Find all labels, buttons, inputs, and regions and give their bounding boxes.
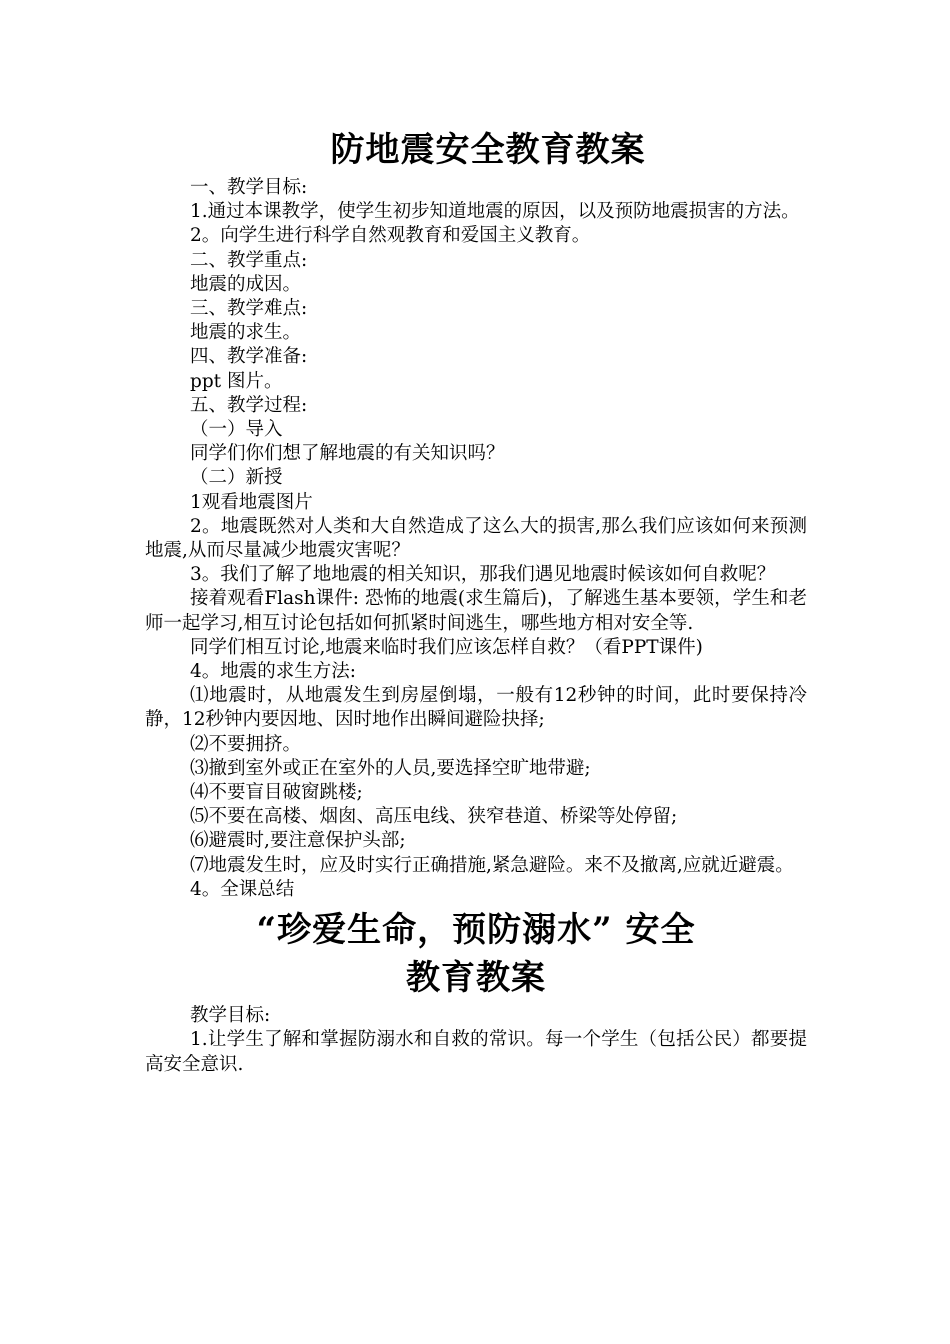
list-item: ⑶撤到室外或正在室外的人员,要选择空旷地带避;	[190, 757, 591, 779]
section-heading: 一、教学目标:	[190, 177, 308, 198]
paragraph: 2。向学生进行科学自然观教育和爱国主义教育。	[190, 225, 591, 247]
document-body	[145, 128, 807, 1077]
paragraph: 地震的成因。	[190, 273, 302, 295]
list-item: ⑴地震时，从地震发生到房屋倒塌，一般有12秒钟的时间，此时要保持冷静，12秒钟内要因地、因时地作出瞬间避险抉择;	[145, 685, 807, 731]
paragraph: 1观看地震图片	[190, 491, 313, 513]
list-item: ⑷不要盲目破窗跳楼;	[190, 782, 363, 804]
paragraph: 2。地震既然对人类和大自然造成了这么大的损害,那么我们应该如何来预测地震,从而尽量减少地震灾害呢？	[145, 515, 807, 562]
doc-title-drowning-line1: “珍爱生命，预防溺水” 安全	[256, 910, 696, 951]
paragraph: 4。全课总结	[190, 878, 295, 900]
section-heading: 五、教学过程:	[190, 394, 308, 416]
subsection-heading: （一）导入	[190, 419, 283, 441]
section-heading: 四、教学准备:	[190, 346, 308, 368]
paragraph: ppt 图片。	[190, 370, 283, 392]
paragraph: 1.让学生了解和掌握防溺水和自救的常识。每一个学生（包括公民）都要提高安全意识.	[145, 1029, 807, 1075]
doc-title-drowning-line2: 教育教案	[406, 958, 546, 999]
doc-title-earthquake: 防地震安全教育教案	[330, 130, 646, 170]
list-item: ⑸不要在高楼、烟囱、高压电线、狭窄巷道、桥梁等处停留;	[190, 806, 678, 828]
paragraph: 地震的求生。	[190, 322, 302, 344]
paragraph: 4。地震的求生方法:	[190, 661, 357, 683]
list-item: ⑺地震发生时，应及时实行正确措施,紧急避险。来不及撤离,应就近避震。	[190, 854, 794, 876]
list-item: ⑵不要拥挤。	[190, 733, 302, 755]
paragraph: 1.通过本课教学，使学生初步知道地震的原因，以及预防地震损害的方法。	[190, 201, 800, 223]
list-item: ⑹避震时,要注意保护头部;	[190, 830, 406, 852]
section-heading: 二、教学重点:	[190, 249, 308, 271]
section-heading: 教学目标:	[190, 1005, 271, 1027]
doc-title-drowning	[145, 906, 807, 1002]
paragraph: 接着观看Flash课件: 恐怖的地震(求生篇后)，了解逃生基本要领，学生和老师一起学习,相互讨论包括如何抓紧时间逃生，哪些地方相对安全等.	[145, 588, 807, 634]
paragraph: 同学们你们想了解地震的有关知识吗？	[190, 443, 505, 465]
subsection-heading: （二）新授	[190, 467, 283, 489]
paragraph: 3。我们了解了地地震的相关知识，那我们遇见地震时候该如何自救呢？	[190, 564, 776, 586]
section-heading: 三、教学难点:	[190, 298, 308, 320]
paragraph: 同学们相互讨论,地震来临时我们应该怎样自救？（看PPT课件)	[190, 636, 703, 658]
